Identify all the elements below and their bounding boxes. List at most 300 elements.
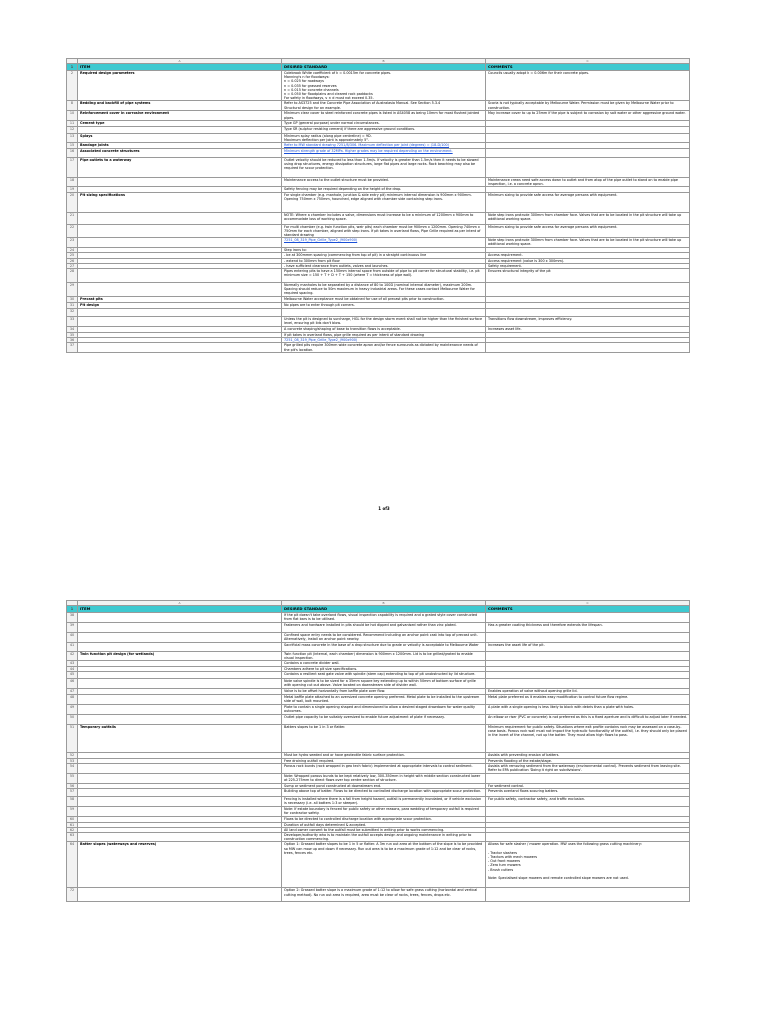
standard-cell-text: Batters slopes to be 1 in 3 or flatter. [284, 724, 346, 729]
standard-cell [282, 343, 486, 352]
row-number [67, 283, 78, 297]
item-cell [78, 774, 282, 784]
standard-cell [282, 269, 486, 283]
standard-cell [282, 283, 486, 297]
row-number: 1 [67, 64, 78, 71]
standard-cell-text[interactable]: 7251_08_319_Pipe_Grille_Type2_(900x900) [284, 238, 358, 243]
standard-cell-text: Outlet pipe capacity to be suitably oversized to enable future adjustment of plate if necessary. [284, 714, 445, 719]
standard-cell-text: Note: Wrapped porous bunds to be kept relatively low, 300-350mm in height with middle section constructed lower at 225-275mm to direct flows over top centre section of structure. [284, 774, 481, 783]
item-cell [78, 842, 282, 888]
item-cell-text: Pit design [80, 303, 100, 308]
row-number-text: 10 [69, 111, 75, 116]
row-number [67, 774, 78, 784]
row-number [67, 238, 78, 248]
standard-cell-text: Contains a resilient seat gate valve with spindle (stem cap) extending to top of pit unobstructed by lid structure. [284, 671, 476, 676]
standard-cell [282, 888, 486, 902]
comments-cell-text: Safety requirement. [488, 263, 522, 268]
standard-cell-text: Maintenance access to the outlet structure must be provided. [284, 178, 389, 183]
row-number [67, 833, 78, 842]
standard-cell [282, 833, 486, 842]
item-cell [78, 101, 282, 111]
row-number [67, 888, 78, 902]
comments-cell-text: Prevents flooding of the estate/stage. [488, 758, 552, 763]
standard-cell-text: All land owner consent to the outfall must be submitted in writing prior to works commencing. [284, 827, 445, 832]
comments-cell [486, 797, 690, 807]
comments-cell-text: Access requirement. [488, 253, 523, 258]
item-cell [78, 789, 282, 797]
item-cell [78, 714, 282, 724]
row-number-text: 38 [69, 613, 75, 617]
standard-cell [282, 643, 486, 652]
row-number-text: 13 [69, 133, 75, 138]
item-cell [78, 643, 282, 652]
row-number [67, 178, 78, 187]
comments-cell [486, 111, 690, 121]
row-number-text: 30 [69, 297, 75, 302]
table-row [67, 671, 690, 678]
row-number-text: 47 [69, 688, 75, 693]
table-row [67, 643, 690, 652]
row-number-text: 25 [69, 253, 75, 258]
item-cell [78, 317, 282, 327]
standard-cell [282, 764, 486, 774]
table-row [67, 238, 690, 248]
item-cell-text: Pipe outlets to a waterway [80, 158, 132, 163]
comments-cell-text: Allows for safe slasher / mower operation. MW uses the following grass cutting machinery: - Tractor slashers - Tractors with mech mowers - Out front mowers - Zero turn mowers - Brush cutters Note: Specialised slope mowers and remote controlled slope mowers are not used. [488, 842, 642, 881]
column-letter: C [486, 601, 690, 606]
table-row [67, 888, 690, 902]
comments-cell [486, 671, 690, 678]
comments-cell [486, 623, 690, 633]
row-number [67, 623, 78, 633]
table-row [67, 317, 690, 327]
row-number [67, 343, 78, 352]
table-row [67, 101, 690, 111]
item-cell [78, 678, 282, 688]
comments-cell-text: Note step irons protrude 300mm from chamber face. Valves that are to be located in the pit structure will take up additional working space. [488, 238, 682, 247]
row-number [67, 652, 78, 661]
column-letter: B [282, 59, 486, 64]
row-number [67, 613, 78, 623]
sheet-page-1 [66, 58, 690, 353]
standard-cell-text: Safety fencing may be required depending on the height of the drop. [284, 187, 402, 192]
row-number-text: 44 [69, 666, 75, 671]
table-row [67, 678, 690, 688]
comments-cell-text: Minimum sizing to provide safe access for average persons with equipment. [488, 192, 618, 197]
row-number [67, 133, 78, 142]
comments-cell-text: Minimum sizing to provide safe access for average persons with equipment. [488, 224, 618, 229]
item-cell-text: Pit sizing specifications [80, 192, 126, 197]
item-cell-text: Reinforcement cover in corrosive environment [80, 111, 170, 116]
standard-cell-text: Fasteners and hardware installed in pits should be hot dipped and galvanised rather than zinc plated. [284, 623, 457, 627]
row-number [67, 158, 78, 178]
comments-cell-text: Scoria is not typically acceptable by Melbourne Water. Permission must be given by Melbourne Water prior to construction. [488, 101, 674, 110]
standard-cell-text: - extend to 300mm from pit floor [284, 258, 340, 263]
item-cell [78, 694, 282, 704]
standard-cell-text: Valve is to be offset horizontally from baffle plate over flow. [284, 688, 386, 693]
row-number [67, 269, 78, 283]
standard-cell-text: Metal baffle plate attached to an oversized concrete opening preferred. Metal plate to be installed to the upstream side of wall, bolt mounted. [284, 694, 480, 704]
table-row [67, 652, 690, 661]
table-row [67, 71, 690, 101]
item-cell-text: Temporary outfalls [80, 724, 116, 729]
row-number-text: 64 [69, 842, 75, 847]
row-number [67, 694, 78, 704]
row-number [67, 71, 78, 101]
comments-cell [486, 192, 690, 212]
item-cell [78, 126, 282, 133]
item-cell [78, 158, 282, 178]
comments-cell-text: Prevents overland flows scouring batters. [488, 789, 559, 794]
comments-cell [486, 309, 690, 317]
column-letter: C [486, 59, 690, 64]
table-row [67, 694, 690, 704]
item-cell [78, 633, 282, 643]
column-letter: B [282, 601, 486, 606]
row-number [67, 807, 78, 816]
standard-cell-text: Option 2: Grassed batter slope is a maximum grade of 1:12 to allow for safe grass cutting (horizontal and vertical cutting method). No run out area is required, area must be clear of rocks, trees, fences, drops etc. [284, 888, 478, 897]
row-number-text: 56 [69, 784, 75, 789]
standard-cell [282, 678, 486, 688]
header-row [67, 606, 690, 613]
sheet-page-2 [66, 600, 690, 902]
table-row [67, 789, 690, 797]
item-cell-text: Bandage joints [80, 143, 109, 148]
table-row [67, 724, 690, 752]
item-cell [78, 133, 282, 142]
table-row [67, 309, 690, 317]
row-number-text: 39 [69, 623, 75, 627]
row-number-text: 22 [69, 224, 75, 229]
standard-cell-text: Sump or sediment pond constructed at downstream end. [284, 784, 382, 789]
table-row [67, 842, 690, 888]
standard-cell-text[interactable]: Minimum strength grade of 32MPa. Higher grades may be required depending on the environment. [284, 149, 453, 154]
standard-cell-text: Must be hydro seeded and or have geotextile fabric surface protection. [284, 752, 405, 757]
comments-cell [486, 343, 690, 352]
row-number-text: 33 [69, 317, 75, 322]
standard-cell-text: Sacrificial mass concrete in the base of a drop structure due to grade or velocity is acceptable to Melbourne Water [284, 643, 479, 647]
comments-cell [486, 269, 690, 283]
comments-cell [486, 704, 690, 714]
row-number-text: 51 [69, 724, 75, 729]
standard-cell-text: Confined space entry needs to be considered. Recommend including an anchor point cast into top of precast unit. Alternatively, install an anchor point nearby. [284, 633, 478, 642]
standard-cell-text: Outlet velocity should be reduced to less than 1.5m/s. If velocity is greater than 1.5m/s then it needs to be slowed using drop structures, energy dissipation structures, large flat pipes and large rocks. Rock beaching may also be required for scour protection. [284, 158, 479, 171]
row-number-text: 53 [69, 758, 75, 763]
comments-cell [486, 238, 690, 248]
item-cell [78, 833, 282, 842]
item-cell [78, 704, 282, 714]
row-number [67, 149, 78, 158]
item-cell [78, 652, 282, 661]
standard-cell-text: A concrete shaping/shaping of base to transition flows is acceptable. [284, 327, 401, 332]
comments-cell [486, 694, 690, 704]
row-number-text: 11 [69, 121, 75, 126]
standard-cell [282, 807, 486, 816]
standard-cell-text: Minimum splay radius (along pipe centreline) = 9D. Maximum deflection per joint is approximately 5°. [284, 133, 372, 142]
standard-cell-text: For single chamber (e.g. manhole, junction & side entry pit) minimum internal dimension is 900mm x 900mm. Opening 750mm x 750mm, haunched, edge aligned with chamber side containing step irons. [284, 192, 472, 201]
item-cell [78, 224, 282, 238]
row-number-text: 31 [69, 303, 75, 308]
row-number [67, 678, 78, 688]
comments-cell-text: Minimum requirement for public safety. Situations where exit profile contains rock may be assessed on a case-by-case basis. Porous rock wall must not impact the hydraulic functionality of the outfall, i.e. they should only be placed in the invert of the channel, not up the batter. They must allow high flows to pass. [488, 724, 687, 738]
row-number-text: 62 [69, 827, 75, 832]
comments-cell-text: Councils usually adopt k = 0.006m for their concrete pipes. [488, 71, 590, 75]
comments-cell [486, 224, 690, 238]
comments-cell-text: Enables operation of valve without opening grille lid. [488, 688, 578, 693]
comments-cell [486, 724, 690, 752]
row-number-text: 29 [69, 283, 75, 288]
item-cell [78, 764, 282, 774]
row-number-text: 43 [69, 661, 75, 666]
standard-cell [282, 212, 486, 224]
header-standard: DESIRED STANDARD [282, 64, 486, 71]
row-number-text: 57 [69, 789, 75, 794]
item-cell [78, 888, 282, 902]
comments-cell [486, 807, 690, 816]
comments-cell [486, 789, 690, 797]
standard-cell-text: - be at 300mmm spacing (commencing from top of pit) in a straight continuous line [284, 253, 427, 258]
item-cell [78, 283, 282, 297]
standard-cell-text: Normally manholes to be separated by a distance of 80 to 100D (nominal internal diameter), maximum 200m. Spacing should reduce to 50m maximum in heavy industrial areas. For these cases contact Melbourne Water for required spacing. [284, 283, 475, 296]
standard-cell [282, 704, 486, 714]
table-row [67, 797, 690, 807]
table-row [67, 343, 690, 352]
header-row [67, 64, 690, 71]
comments-cell [486, 774, 690, 784]
table-row [67, 613, 690, 623]
row-number-text: 60 [69, 816, 75, 821]
table-row [67, 269, 690, 283]
table-row [67, 714, 690, 724]
row-number [67, 212, 78, 224]
table-row [67, 178, 690, 187]
header-comments: COMMENTS [486, 606, 690, 613]
table-row [67, 764, 690, 774]
row-number [67, 704, 78, 714]
item-cell [78, 807, 282, 816]
row-number [67, 309, 78, 317]
comments-cell-text: For sediment control. [488, 784, 525, 789]
item-cell [78, 309, 282, 317]
standard-cell [282, 724, 486, 752]
header-item: ITEM [78, 64, 282, 71]
standard-cell [282, 774, 486, 784]
row-number [67, 714, 78, 724]
comments-cell-text: May increase cover to up to 25mm if the pipe is subject to corrosion by salt water or other aggressive ground water. [488, 111, 686, 116]
standard-cell [282, 797, 486, 807]
standard-cell-text: Unless the pit is designed to surcharge, HGL for the design storm event shall not be higher than the finished surface level, ensuring pit lids don't blow. [284, 317, 483, 326]
comments-cell [486, 126, 690, 133]
row-number-text: 49 [69, 704, 75, 709]
standard-cell-text: NOTE: Where a chamber includes a valve, dimensions must increase to be a minimum of 1200mm x 900mm to accommodate loss of working space. [284, 212, 474, 221]
standard-cell-text: Contains a concrete divider wall. [284, 661, 340, 666]
comments-cell [486, 643, 690, 652]
comments-cell [486, 317, 690, 327]
row-number-text: 34 [69, 327, 75, 332]
item-cell-text: Precast pits [80, 297, 103, 302]
comments-cell-text: Maintenance crews need safe access down to outlet and from atop of the pipe outlet to stand on to enable pipe inspection, i.e. a concrete apron. [488, 178, 678, 187]
row-number-text: 26 [69, 258, 75, 263]
column-letter: A [78, 601, 282, 606]
standard-cell-text[interactable]: 7251_08_319_Pipe_Grille_Type2_(900x900) [284, 338, 358, 343]
table-row [67, 224, 690, 238]
standard-cell-text[interactable]: Refer to MW standard drawing 7251/8/306. Maximum deflection per joint (degrees) = (18-D/100) [284, 143, 450, 148]
standard-cell [282, 149, 486, 158]
standard-cell-text: Fencing is installed where there is a fall from height hazard, outfall is permanently inundated, or if vehicle exclusion is necessary (i.e. all batters 1:3 or steeper). [284, 797, 482, 806]
item-cell-text: Associated concrete structures [80, 149, 140, 154]
item-cell-text: Bedding and backfill of pipe systems [80, 101, 151, 106]
row-number-text: 18 [69, 178, 75, 183]
row-number [67, 789, 78, 797]
standard-cell-text: Pipes entering pits to have a 150mm internal space from outside of pipe to pit corner for structural stability, i.e. pit minimum size = 150 + T + D + T + 150 (where T = thickness of pipe wall). [284, 269, 480, 278]
comments-cell-text: A plate with a single opening is less likely to block with debris than a plate with holes. [488, 704, 635, 709]
row-number-text: 36 [69, 338, 75, 343]
comments-cell [486, 283, 690, 297]
item-cell [78, 212, 282, 224]
table-row [67, 212, 690, 224]
standard-cell-text: Developer/authority who is to maintain the outfall accepts design and ongoing maintenance in writing prior to construction commencing. [284, 833, 472, 842]
item-cell [78, 724, 282, 752]
standard-cell [282, 238, 486, 248]
header-standard: DESIRED STANDARD [282, 606, 486, 613]
standard-cell-text: Note valve spindle is to be sized for a 35mm square key extending up to within 50mm of bottom surface of grille with opening cut out above. Valve located on downstream side of divider wall. [284, 678, 476, 688]
standard-cell [282, 71, 486, 101]
standard-cell-text: Chambers adhere to pit size specifications. [284, 666, 358, 671]
row-number [67, 101, 78, 111]
standard-cell [282, 178, 486, 187]
row-number [67, 764, 78, 774]
row-number-text: 72 [69, 888, 75, 893]
row-number [67, 111, 78, 121]
standards-table-page-1 [66, 58, 690, 353]
standard-cell [282, 842, 486, 888]
row-number-text: 55 [69, 774, 75, 779]
item-cell [78, 623, 282, 633]
row-number [67, 643, 78, 652]
item-cell [78, 178, 282, 187]
row-number [67, 671, 78, 678]
row-number-text: 54 [69, 764, 75, 769]
table-row [67, 111, 690, 121]
row-number [67, 126, 78, 133]
comments-cell [486, 633, 690, 643]
comments-cell [486, 842, 690, 888]
standard-cell-text: If the pit doesn't take overland flows, visual inspection capability is required and a grated style cover constructed from flat bars is to be utilised. [284, 613, 478, 622]
standard-cell-text: Minimum clear cover to steel reinforced concrete pipes is listed in AS4058 as being 10mm for most flushed jointed pipes. [284, 111, 480, 120]
standards-table-page-2 [66, 600, 690, 902]
item-cell-text: Required design parameters [80, 71, 135, 75]
comments-cell [486, 764, 690, 774]
comments-cell-text: An elbow or riser (PVC or concrete) is not preferred as this is a fixed aperture and is difficult to adjust later if needed. [488, 714, 687, 719]
standard-cell [282, 309, 486, 317]
standard-cell [282, 317, 486, 327]
comments-cell-text: Metal plate preferred as it enables easy modification to control future flow regime. [488, 694, 629, 699]
standard-cell [282, 126, 486, 133]
header-comments: COMMENTS [486, 64, 690, 71]
item-cell [78, 797, 282, 807]
standard-cell-text: Plate to contain a single opening shaped and dimensioned to allow a desired staged drawdown for water quality outcomes. [284, 704, 476, 714]
row-number-text: 48 [69, 694, 75, 699]
row-number-text: 2 [70, 71, 74, 75]
standard-cell [282, 714, 486, 724]
item-cell [78, 71, 282, 101]
row-number-text: 41 [69, 643, 75, 647]
row-number [67, 724, 78, 752]
standard-cell [282, 789, 486, 797]
comments-cell [486, 652, 690, 661]
row-number-text: 58 [69, 797, 75, 802]
column-letter: A [78, 59, 282, 64]
row-number-text: 17 [69, 158, 75, 163]
standard-cell-text: No pipes are to enter through pit corners. [284, 303, 355, 308]
row-number-text: 19 [69, 187, 75, 192]
standard-cell-text: If pit takes in overland flows, pipe grille required as per intent of standard drawing [284, 333, 425, 338]
item-cell [78, 343, 282, 352]
row-number-text: 20 [69, 192, 75, 197]
table-row [67, 633, 690, 643]
row-number [67, 633, 78, 643]
item-cell-text: Batter slopes (waterways and reserves) [80, 842, 157, 847]
comments-cell [486, 71, 690, 101]
table-row [67, 133, 690, 142]
comments-cell-text: Increases asset life. [488, 327, 522, 332]
comments-cell-text: Assists with preventing erosion of batters. [488, 752, 560, 757]
item-cell [78, 269, 282, 283]
table-row [67, 833, 690, 842]
standard-cell-text: Type SR (sulphur resisting cement) if there are aggressive ground conditions. [284, 126, 416, 131]
table-row [67, 807, 690, 816]
row-number-text: 59 [69, 807, 75, 812]
row-number-text: 37 [69, 343, 75, 348]
comments-cell [486, 714, 690, 724]
row-number-text: 35 [69, 333, 75, 338]
item-cell [78, 238, 282, 248]
standard-cell-text: Porous rock bunds (rock wrapped in geo tech fabric) implemented at appropriate intervals to control sediment. [284, 764, 473, 769]
comments-cell [486, 158, 690, 178]
standard-cell [282, 224, 486, 238]
row-number-text: 23 [69, 238, 75, 243]
standard-cell-text: Type GP (general purpose) under normal circumstances. [284, 121, 380, 126]
row-number-text: 27 [69, 263, 75, 268]
row-number [67, 317, 78, 327]
comments-cell [486, 178, 690, 187]
table-row [67, 126, 690, 133]
row-number-text: 8 [70, 101, 74, 106]
page-number: 1 of3 [378, 506, 390, 511]
comments-cell [486, 613, 690, 623]
comments-cell [486, 133, 690, 142]
comments-cell-text: Has a greater coating thickness and therefore extends the lifespan. [488, 623, 603, 627]
row-number [67, 842, 78, 888]
table-row [67, 192, 690, 212]
comments-cell [486, 212, 690, 224]
item-cell [78, 192, 282, 212]
row-number-text: 61 [69, 822, 75, 827]
row-number-text: 21 [69, 212, 75, 217]
standard-cell-text: Melbourne Water acceptance must be obtained for use of all precast pits prior to construction. [284, 297, 445, 302]
header-item: ITEM [78, 606, 282, 613]
table-row [67, 283, 690, 297]
item-cell [78, 613, 282, 623]
standard-cell-text: Building above top of batter. Flows to be directed to controlled discharge location with appropriate scour protection. [284, 789, 482, 794]
comments-cell [486, 678, 690, 688]
standard-cell [282, 101, 486, 111]
standard-cell-text: Flows to be directed to controlled discharge location with appropriate scour protection. [284, 816, 432, 821]
standard-cell-text: Free draining outfall required. [284, 758, 335, 763]
row-number-text: 42 [69, 652, 75, 656]
row-number-text: 16 [69, 149, 75, 154]
row-number-text: 50 [69, 714, 75, 719]
